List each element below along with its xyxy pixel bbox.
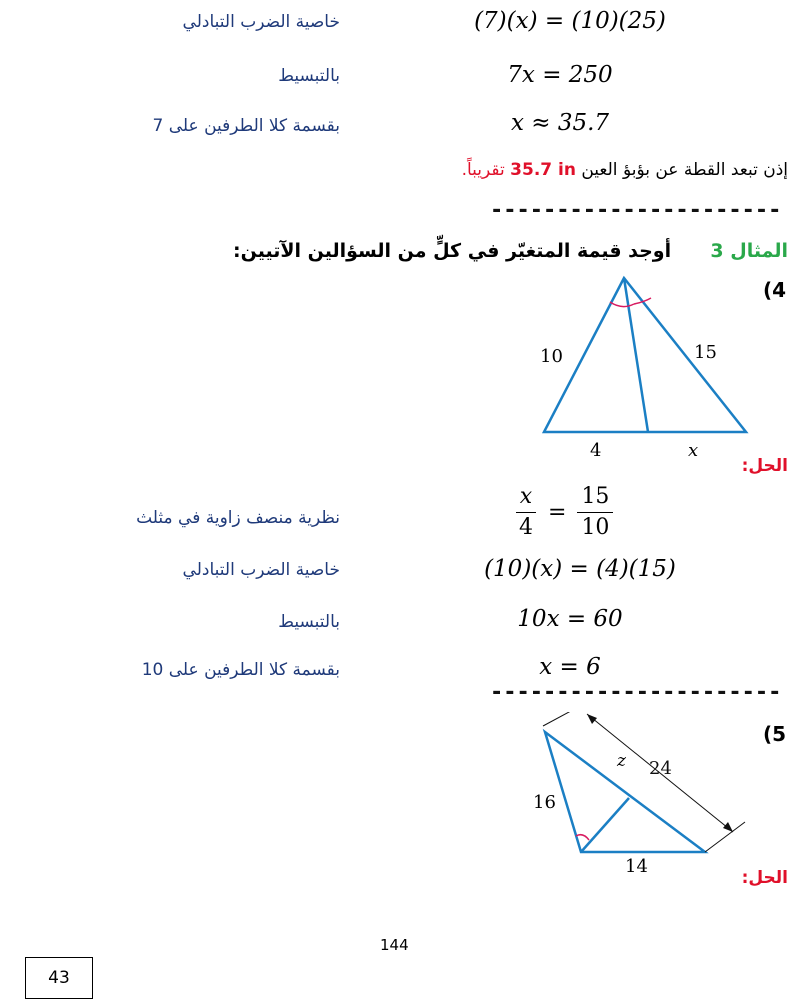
- triangle-figure-q4: [530, 270, 770, 470]
- reason-divide-by-10: بقسمة كلا الطرفين على 10: [141, 660, 340, 680]
- separator-line: ----------------------: [490, 198, 782, 223]
- triangle-outline-q5: [545, 732, 705, 852]
- example-3-prompt: أوجد قيمة المتغيّر في كلٍّ من السؤالين الآتيين:: [233, 240, 672, 262]
- equation-step-1: (7)(x) = (10)(25): [474, 8, 666, 34]
- reason-cross-multiplication-q4: خاصية الضرب التبادلي: [182, 560, 340, 580]
- conclusion-text: [462, 160, 788, 180]
- question-4-number: (4: [762, 278, 786, 302]
- label-16: 16: [533, 792, 556, 813]
- label-left-side: 10: [540, 346, 563, 367]
- equation-step-2: 7x = 250: [507, 62, 613, 88]
- conclusion-value: 35.7 in: [510, 160, 576, 180]
- equation-step-3: x ≈ 35.7: [510, 110, 610, 136]
- reason-divide-by-7: بقسمة كلا الطرفين على 7: [152, 116, 340, 136]
- arrowhead-bottom: [723, 822, 733, 832]
- reason-angle-bisector-theorem: نظرية منصف زاوية في مثلث: [136, 508, 340, 528]
- conclusion-suffix: تقريباً.: [461, 160, 505, 180]
- angle-mark-left: [610, 302, 634, 307]
- angle-bisector-q5: [581, 798, 629, 852]
- fraction-left: $\frac{x}{4}$: [515, 484, 537, 541]
- equation-q4-step-4: x = 6: [539, 654, 601, 680]
- label-right-side: 15: [694, 342, 717, 363]
- solution-label-q4: الحل:: [741, 456, 788, 476]
- arrowhead-top: [587, 714, 597, 724]
- reason-cross-multiplication: خاصية الضرب التبادلي: [182, 12, 340, 32]
- label-14: 14: [625, 856, 648, 877]
- fraction-right: $\frac{15}{10}$: [577, 484, 613, 541]
- equation-q4-step-2: (10)(x) = (4)(15): [484, 556, 676, 582]
- solution-label-q5: الحل:: [741, 868, 788, 888]
- label-z: z: [617, 751, 626, 771]
- equation-q4-step-3: 10x = 60: [517, 606, 623, 632]
- equation-proportion: $\frac{x}{4}$ = $\frac{15}{10}$: [515, 484, 613, 541]
- label-base-left: 4: [590, 440, 602, 461]
- label-24: 24: [649, 758, 672, 779]
- conclusion-prefix: إذن تبعد القطة عن بؤبؤ العين: [581, 160, 788, 180]
- page-box-number: 43: [25, 957, 93, 999]
- page-number: 144: [380, 936, 409, 954]
- reason-simplify: بالتبسيط: [278, 66, 340, 86]
- reason-simplify-q4: بالتبسيط: [278, 612, 340, 632]
- triangle-figure-q5: [525, 712, 755, 912]
- example-3-label: المثال 3: [710, 240, 788, 262]
- separator-line-2: ----------------------: [490, 680, 782, 705]
- example-3-heading: [233, 240, 788, 262]
- label-base-right: x: [688, 440, 699, 461]
- question-5-number: (5: [762, 722, 786, 746]
